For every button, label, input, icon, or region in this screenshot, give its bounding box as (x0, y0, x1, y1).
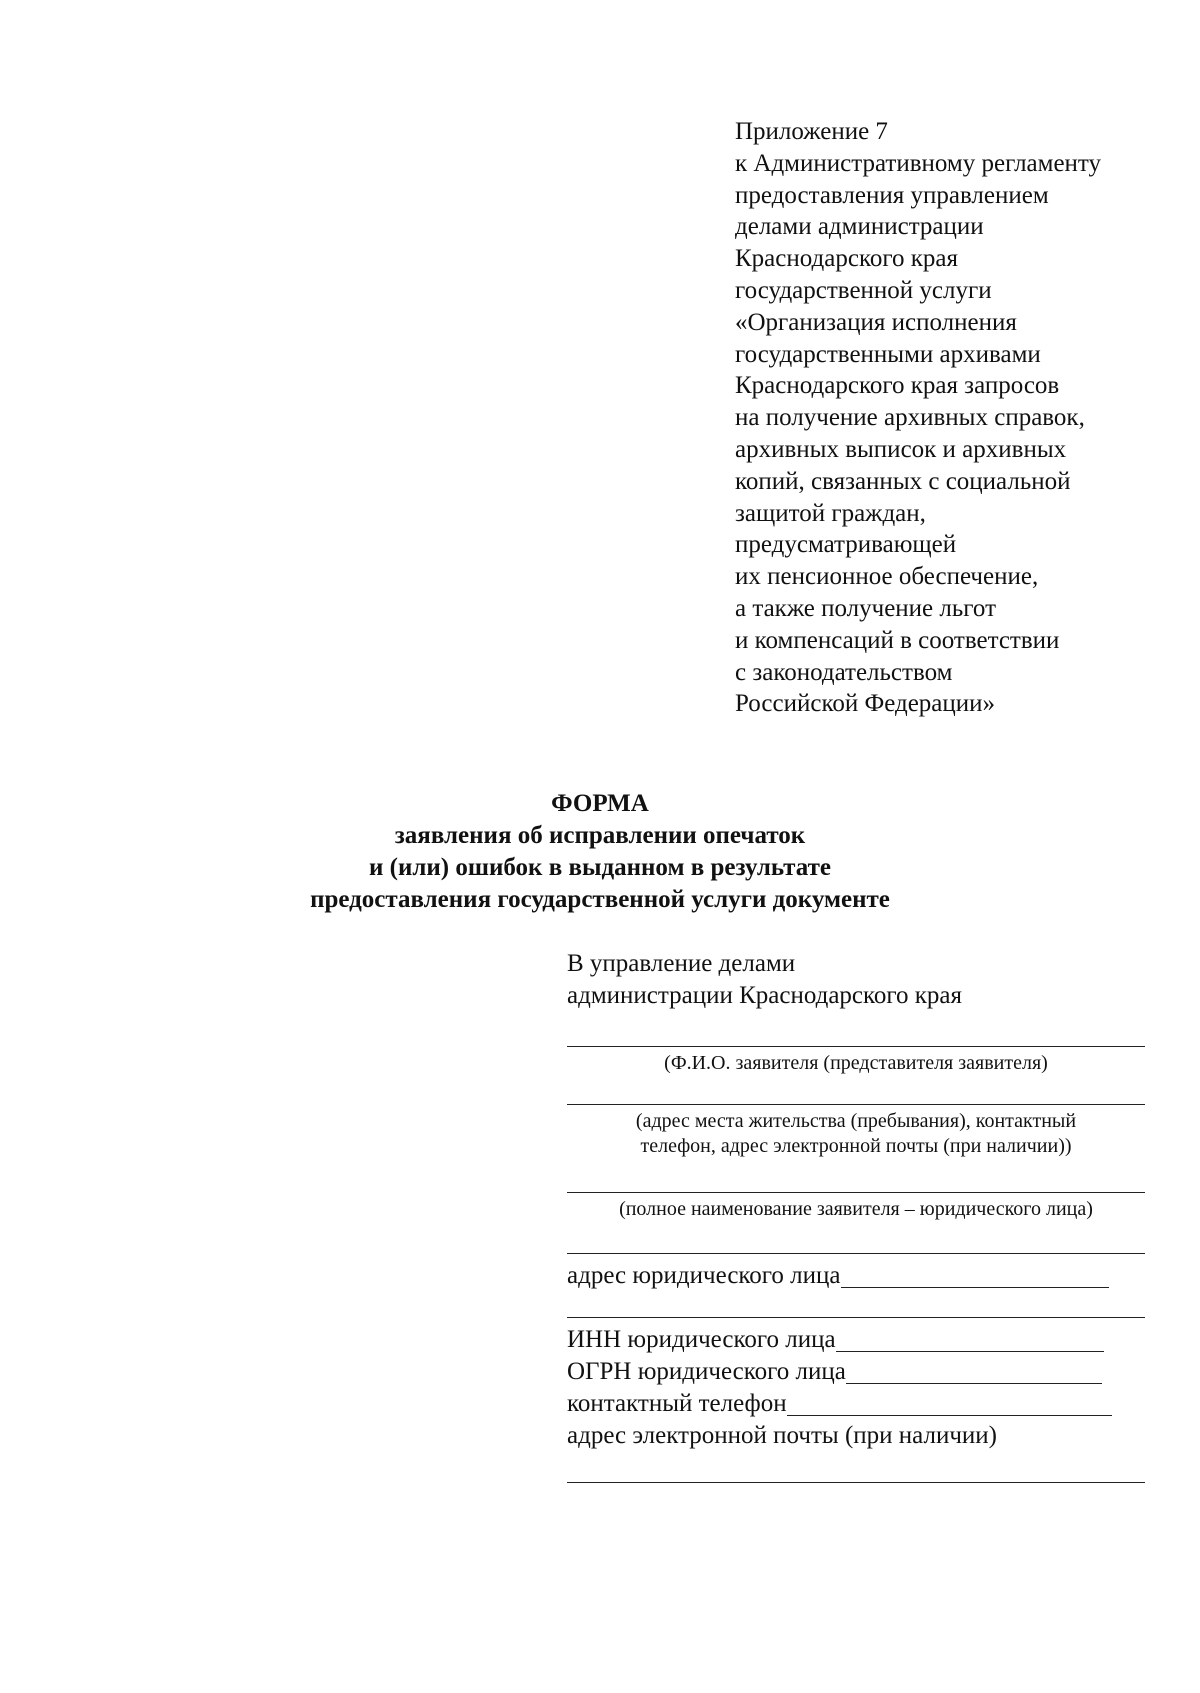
appendix-line: Приложение 7 (735, 118, 888, 145)
appendix-line: а также получение льгот (735, 594, 997, 622)
legal-name-input-line[interactable] (567, 1192, 1145, 1193)
recipient-block (567, 948, 962, 1012)
recipient-line: администрации Краснодарского края (567, 982, 963, 1009)
form-subtitle-line: предоставления государственной услуги документе (310, 886, 890, 913)
appendix-line: Краснодарского края запросов (735, 372, 1060, 400)
appendix-line: архивных выписок и архивных (735, 435, 1067, 463)
appendix-line: с законодательством (735, 658, 953, 686)
appendix-line: «Организация исполнения (735, 308, 1017, 336)
appendix-line: Краснодарского края (735, 245, 958, 273)
phone-row (567, 1388, 1112, 1420)
fio-caption: (Ф.И.О. заявителя (представителя заявителя) (664, 1052, 1048, 1074)
blank-field (567, 1253, 1145, 1254)
appendix-line: государственными архивами (735, 340, 1041, 368)
inn-label: ИНН юридического лица (567, 1326, 836, 1353)
form-title: ФОРМА (551, 790, 649, 817)
inn-input-line[interactable] (836, 1351, 1104, 1352)
ogrn-label: ОГРН юридического лица (567, 1358, 846, 1385)
email-field (567, 1482, 1145, 1483)
ogrn-row (567, 1356, 1102, 1388)
phone-input-line[interactable] (787, 1415, 1112, 1416)
legal-name-caption: (полное наименование заявителя – юридического лица) (619, 1198, 1093, 1220)
ogrn-input-line[interactable] (846, 1383, 1102, 1384)
appendix-line: и компенсаций в соответствии (735, 626, 1060, 654)
fio-input-line[interactable] (567, 1046, 1145, 1047)
appendix-line: на получение архивных справок, (735, 404, 1085, 432)
appendix-line: копий, связанных с социальной (735, 467, 1071, 495)
appendix-line: государственной услуги (735, 276, 992, 304)
appendix-line: предусматривающей (735, 531, 957, 559)
blank-input-line[interactable] (567, 1253, 1145, 1254)
inn-row (567, 1324, 1104, 1356)
address-caption: (адрес места жительства (пребывания), контактный телефон, адрес электронной почты (при наличии)) (635, 1110, 1077, 1157)
form-subtitle-line: и (или) ошибок в выданном в результате (368, 854, 831, 881)
address-input-line[interactable] (567, 1104, 1145, 1105)
appendix-block (735, 116, 1185, 720)
appendix-line: делами администрации (735, 213, 984, 241)
recipient-line: В управление делами (567, 950, 796, 977)
legal-address-input-line[interactable] (841, 1287, 1109, 1288)
appendix-line: защитой граждан, (735, 499, 926, 527)
appendix-line: предоставления управлением (735, 181, 1049, 209)
fio-field (567, 1046, 1145, 1076)
form-heading (0, 788, 1200, 916)
phone-label: контактный телефон (567, 1390, 787, 1417)
appendix-line: к Административному регламенту (735, 149, 1102, 177)
address-field (567, 1104, 1145, 1159)
legal-name-field (567, 1192, 1145, 1222)
legal-address-extra-field (567, 1317, 1145, 1318)
email-input-line[interactable] (567, 1482, 1145, 1483)
legal-address-row (567, 1260, 1109, 1292)
email-label: адрес электронной почты (при наличии) (567, 1422, 997, 1449)
legal-address-extra-line[interactable] (567, 1317, 1145, 1318)
legal-address-label: адрес юридического лица (567, 1262, 841, 1289)
form-subtitle-line: заявления об исправлении опечаток (394, 822, 806, 849)
appendix-line: их пенсионное обеспечение, (735, 563, 1039, 591)
appendix-line: Российской Федерации» (735, 690, 996, 718)
